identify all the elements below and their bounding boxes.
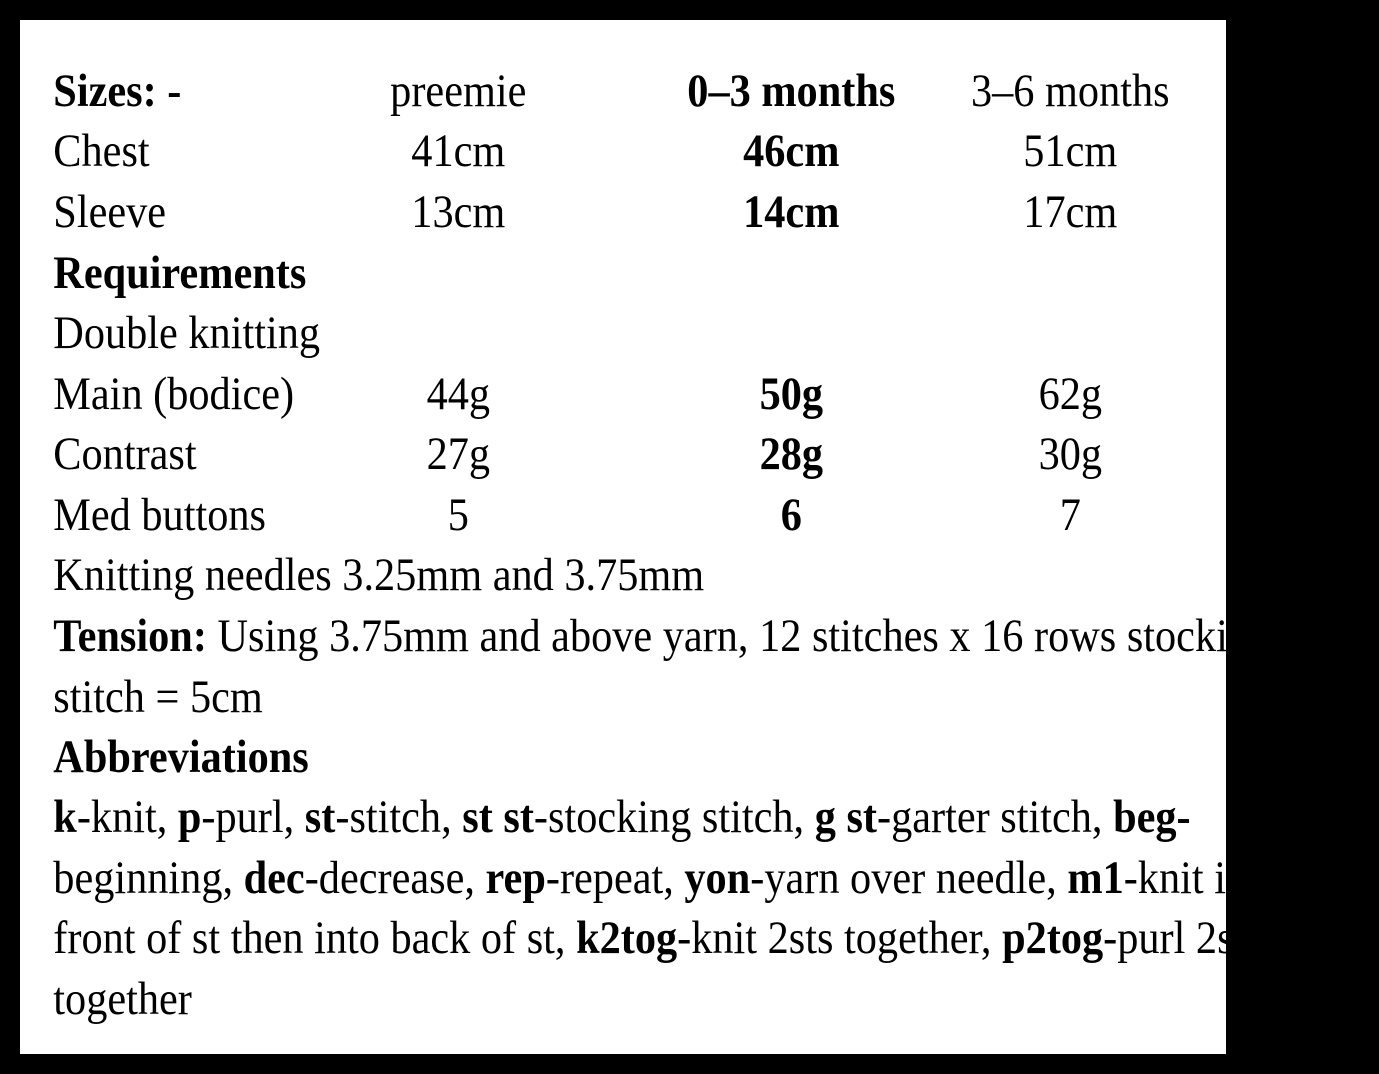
abbr-term: yon (684, 851, 751, 904)
main-yarn-0-3-months: 50g (759, 368, 824, 420)
abbr-term: m1 (1067, 851, 1124, 904)
size-3-6-months: 3–6 months (970, 65, 1170, 117)
abbr-meaning-p2tog-cont: together (53, 972, 192, 1025)
abbr-term: k (53, 791, 77, 843)
abbr-meaning: -yarn over needle, (750, 851, 1068, 904)
abbr-meaning-m1: -knit into (1123, 851, 1280, 904)
requirements-heading: Requirements (53, 247, 307, 299)
yarn-type: Double knitting (53, 307, 321, 359)
abbr-term: p (177, 791, 202, 843)
needles-line: Knitting needles 3.25mm and 3.75mm (53, 549, 705, 601)
abbr-meaning: -stitch, (335, 791, 463, 843)
buttons-3-6-months: 7 (1059, 489, 1081, 541)
abbr-term: g st (814, 791, 877, 843)
contrast-yarn-0-3-months: 28g (759, 428, 824, 480)
sleeve-0-3-months: 14cm (743, 186, 840, 238)
abbreviations-heading: Abbreviations (53, 731, 309, 783)
main-yarn-3-6-months: 62g (1038, 368, 1103, 420)
chest-0-3-months: 46cm (743, 125, 840, 177)
abbr-term: k2tog (576, 912, 678, 964)
abbr-term: dec (243, 851, 305, 904)
sleeve-3-6-months: 17cm (1023, 186, 1118, 238)
buttons-0-3-months: 6 (780, 489, 802, 541)
abbr-meaning: -stocking stitch, (533, 791, 815, 843)
abbreviations-line-3 (53, 908, 1277, 969)
tension-paragraph (53, 606, 1277, 727)
abbreviations-paragraph (53, 787, 1280, 1029)
abbr-meaning: -repeat, (545, 851, 685, 904)
abbr-meaning: -knit, (76, 791, 178, 843)
pattern-page (20, 20, 1280, 1054)
tension-text-line2: stitch = 5cm (53, 670, 263, 723)
contrast-yarn-3-6-months: 30g (1038, 428, 1103, 480)
abbr-meaning: -purl, (201, 791, 305, 843)
tension-label: Tension: (53, 610, 207, 662)
tension-text-line1: Using 3.75mm and above yarn, 12 stitches x 16 rows stocking (206, 610, 1271, 662)
sizes-label: Sizes: - (53, 65, 182, 117)
main-yarn-label: Main (bodice) (53, 368, 295, 420)
abbr-term: beg- (1113, 791, 1191, 843)
abbr-meaning: -knit 2sts together, (677, 912, 1003, 964)
chest-label: Chest (53, 125, 150, 177)
chest-preemie: 41cm (411, 125, 506, 177)
abbr-term: p2tog (1002, 912, 1104, 964)
abbr-term: rep (485, 851, 546, 904)
buttons-label: Med buttons (53, 489, 266, 541)
size-preemie: preemie (390, 65, 527, 117)
abbr-meaning-m1-cont: front of st then into back of st, (53, 912, 577, 964)
abbr-meaning: -garter stitch, (876, 791, 1114, 843)
sleeve-preemie: 13cm (411, 186, 506, 238)
sleeve-label: Sleeve (53, 186, 167, 238)
size-0-3-months: 0–3 months (687, 65, 896, 117)
abbr-meaning: beginning, (53, 851, 244, 904)
abbreviations-line-2 (53, 848, 1280, 909)
abbreviations-line-4 (53, 969, 1277, 1030)
abbr-meaning: -decrease, (304, 851, 486, 904)
abbr-term: st (304, 791, 336, 843)
contrast-yarn-preemie: 27g (426, 428, 491, 480)
chest-3-6-months: 51cm (1023, 125, 1118, 177)
main-yarn-preemie: 44g (426, 368, 491, 420)
buttons-preemie: 5 (447, 489, 469, 541)
abbreviations-line-1 (53, 787, 1277, 848)
abbr-term: st st (462, 791, 534, 843)
abbr-meaning-p2tog: -purl 2sts (1103, 912, 1262, 964)
contrast-yarn-label: Contrast (53, 428, 197, 480)
